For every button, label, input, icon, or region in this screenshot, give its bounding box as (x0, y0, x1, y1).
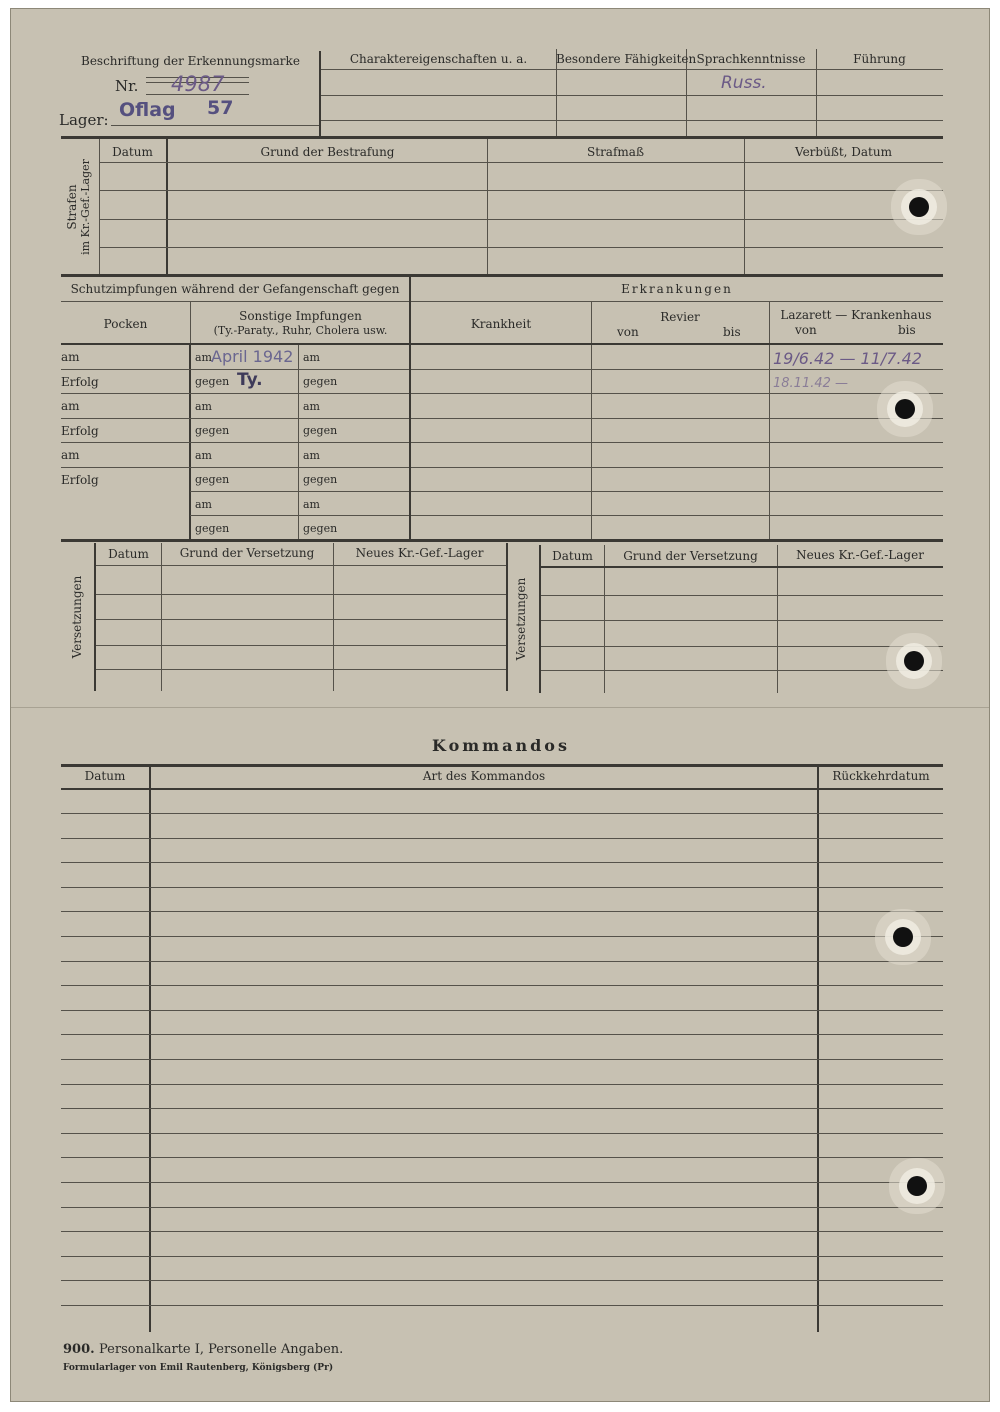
sonstige-gegen-3b: gegen (303, 473, 338, 486)
kommando-row-line (61, 1256, 943, 1257)
pocken-header: Pocken (103, 317, 148, 331)
punch-hole (895, 399, 915, 419)
strafen-verbuesst: Verbüßt, Datum (795, 145, 892, 159)
kommando-row-line (61, 961, 943, 962)
strafen-strafmass: Strafmaß (587, 145, 644, 159)
sonstige-header-1: Sonstige Impfungen (239, 309, 362, 323)
kommando-row-line (61, 1207, 943, 1208)
strafen-bottom (61, 274, 943, 277)
sonstige-gegen-4b: gegen (303, 522, 338, 535)
card-fold (11, 707, 990, 708)
lazarett-bis: bis (898, 323, 916, 337)
vers-right-datum: Datum (552, 549, 593, 563)
sonstige-am-2b: am (303, 400, 320, 413)
personalkarte (10, 8, 990, 1402)
kommando-row-line (61, 838, 943, 839)
sonstige-am-3b: am (303, 449, 320, 462)
form-number: 900. (63, 1342, 95, 1357)
kommando-row-line (61, 1133, 943, 1134)
nr-label: Nr. (115, 77, 139, 95)
sonstige-am-1a: am (195, 351, 212, 364)
strafen-datum: Datum (112, 145, 153, 159)
impfungen-title: Schutzimpfungen während der Gefangenschaft gegen (70, 282, 400, 296)
kommando-row-line (61, 1108, 943, 1109)
header-faehigkeiten: Besondere Fähigkeiten (556, 52, 697, 66)
top-section-bottom (61, 136, 943, 139)
vers-left-grund: Grund der Versetzung (179, 546, 315, 560)
lazarett-header: Lazarett — Krankenhaus (780, 308, 932, 322)
versetzungen-side-label-right: Versetzungen (514, 577, 528, 661)
sonstige-gegen-4a: gegen (195, 522, 230, 535)
kommando-row-line (61, 936, 943, 937)
vers-right-neues: Neues Kr.-Gef.-Lager (796, 548, 924, 562)
id-tag-label: Beschriftung der Erkennungsmarke (81, 54, 300, 68)
vers-left-datum: Datum (108, 547, 149, 561)
kommandos-art: Art des Kommandos (422, 769, 546, 783)
kommando-row-line (61, 1010, 943, 1011)
strafen-side-label (65, 159, 93, 255)
pocken-am-2: am (61, 399, 80, 413)
sonstige-gegen-3a: gegen (195, 473, 230, 486)
impf-type-stamp: Ty. (237, 370, 263, 390)
impf-date-stamp: April 1942 (211, 347, 294, 366)
kommando-row-line (61, 1305, 943, 1306)
krankheit-header: Krankheit (470, 317, 532, 331)
header-charakter: Charaktereigenschaften u. a. (349, 52, 528, 66)
nr-value: 4987 (171, 72, 225, 96)
kommando-row-line (61, 1280, 943, 1281)
punch-hole (909, 197, 929, 217)
pocken-am-1: am (61, 350, 80, 364)
punch-hole (907, 1176, 927, 1196)
kommando-row-line (61, 887, 943, 888)
kommando-row-line (61, 911, 943, 912)
header-sprachen: Sprachkenntnisse (696, 52, 806, 66)
kommando-row-line (61, 1157, 943, 1158)
header-fuehrung: Führung (853, 52, 906, 66)
impf-section-bottom (61, 539, 943, 542)
strafen-grund: Grund der Bestrafung (260, 145, 395, 159)
lager-label: Lager: (59, 111, 109, 129)
punch-hole (904, 651, 924, 671)
sonstige-am-2a: am (195, 400, 212, 413)
sonstige-am-4a: am (195, 498, 212, 511)
kommando-row-line (61, 1231, 943, 1232)
sonstige-am-1b: am (303, 351, 320, 364)
vers-right-grund: Grund der Versetzung (623, 549, 758, 563)
kommando-row-line (61, 813, 943, 814)
versetzungen-side-label-left: Versetzungen (70, 575, 84, 659)
pocken-erfolg-2: Erfolg (61, 424, 99, 438)
revier-bis: bis (723, 325, 741, 339)
form-title: Personalkarte I, Personelle Angaben. (99, 1342, 344, 1357)
kommando-row-line (61, 1084, 943, 1085)
lager-line (111, 125, 319, 126)
pocken-am-3: am (61, 448, 80, 462)
printer-imprint: Formularlager von Emil Rautenberg, Königsberg (Pr) (63, 1363, 334, 1373)
pocken-erfolg-1: Erfolg (61, 375, 99, 389)
sonstige-gegen-1b: gegen (303, 375, 338, 388)
lazarett-von: von (795, 323, 817, 337)
punch-hole (893, 927, 913, 947)
lazarett-entry-2: 18.11.42 — (773, 376, 849, 391)
strafen-side-label-2: im Kr.-Gef.-Lager (79, 159, 92, 255)
pocken-erfolg-3: Erfolg (61, 473, 99, 487)
strafen-side-label-1: Strafen (65, 184, 79, 230)
kommando-row-line (61, 1034, 943, 1035)
sonstige-gegen-1a: gegen (195, 375, 230, 388)
kommando-row-line (61, 1059, 943, 1060)
erkrankungen-title: Erkrankungen (621, 282, 733, 296)
sonstige-am-4b: am (303, 498, 320, 511)
sonstige-am-3a: am (195, 449, 212, 462)
lazarett-entry-1: 19/6.42 — 11/7.42 (773, 349, 922, 368)
kommando-row-line (61, 862, 943, 863)
lager-stamp-oflag: Oflag (119, 99, 176, 121)
kommando-row-line (61, 985, 943, 986)
kommandos-datum: Datum (84, 769, 126, 783)
sonstige-gegen-2b: gegen (303, 424, 338, 437)
kommandos-rueckkehr: Rückkehrdatum (832, 769, 930, 783)
vers-left-neues: Neues Kr.-Gef.-Lager (355, 546, 484, 560)
revier-von: von (617, 325, 639, 339)
sonstige-gegen-2a: gegen (195, 424, 230, 437)
kommandos-title: Kommandos (432, 736, 570, 755)
top-header-line (321, 69, 943, 70)
revier-header: Revier (660, 310, 700, 324)
lager-stamp-number: 57 (207, 97, 234, 119)
sonstige-header-2: (Ty.-Paraty., Ruhr, Cholera usw. (213, 324, 388, 337)
kommando-row-line (61, 1182, 943, 1183)
sprachen-value: Russ. (721, 73, 767, 93)
